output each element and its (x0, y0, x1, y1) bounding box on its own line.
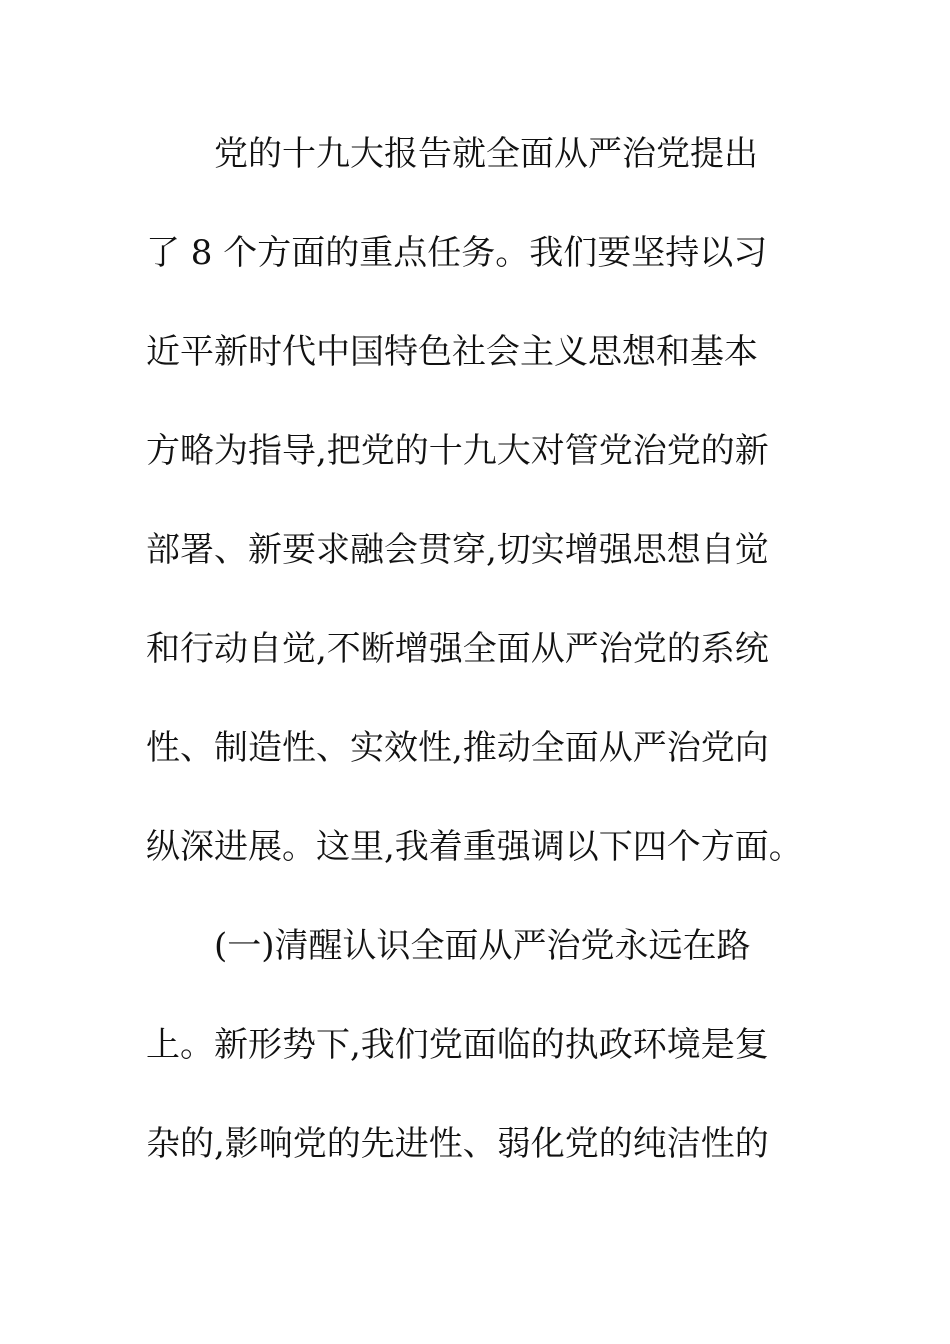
paragraph-line-2: 了 8 个方面的重点任务。我们要坚持以习 (146, 233, 768, 273)
paragraph-line-3: 近平新时代中国特色社会主义思想和基本 (146, 332, 758, 372)
paragraph-line-4: 方略为指导,把党的十九大对管党治党的新 (146, 431, 769, 471)
paragraph-line-8: 纵深进展。这里,我着重强调以下四个方面。 (146, 827, 803, 867)
paragraph-line-5: 部署、新要求融会贯穿,切实增强思想自觉 (146, 530, 769, 570)
paragraph-line-1: 党的十九大报告就全面从严治党提出 (214, 134, 758, 174)
paragraph-line-11: 杂的,影响党的先进性、弱化党的纯洁性的 (146, 1124, 769, 1164)
section-heading-line: (一)清醒认识全面从严治党永远在路 (214, 926, 751, 966)
paragraph-line-10: 上。新形势下,我们党面临的执政环境是复 (146, 1025, 769, 1065)
paragraph-line-7: 性、制造性、实效性,推动全面从严治党向 (146, 728, 769, 768)
paragraph-line-6: 和行动自觉,不断增强全面从严治党的系统 (146, 629, 769, 669)
